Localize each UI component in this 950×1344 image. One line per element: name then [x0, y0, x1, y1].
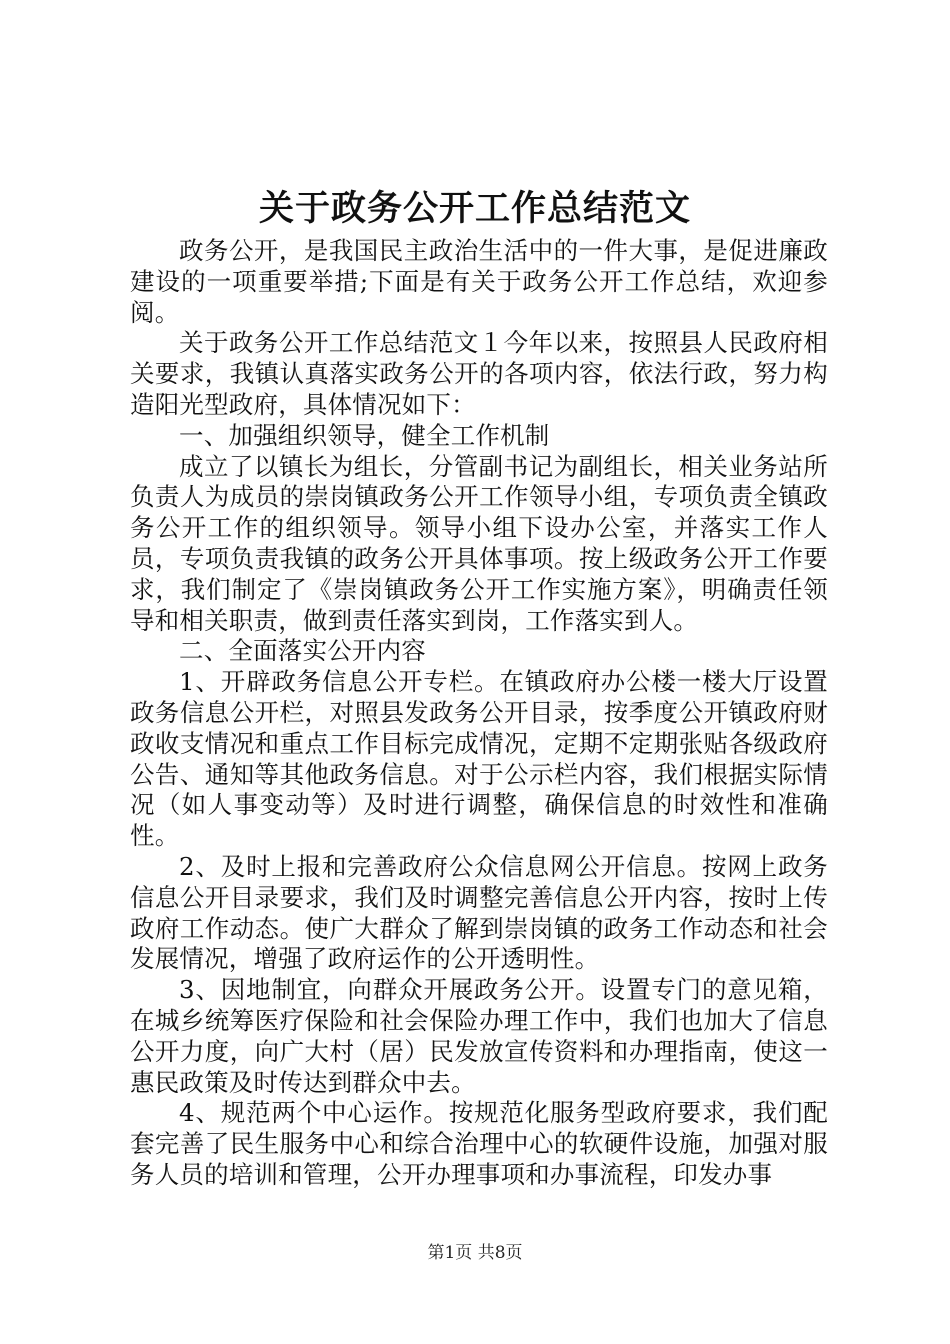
- paragraph-item-1: 1、开辟政务信息公开专栏。在镇政府办公楼一楼大厅设置政务信息公开栏，对照县发政务公开目录，按季度公开镇政府财政收支情况和重点工作目标完成情况，定期不定期张贴各级政府公告、通知等其他政务信息。对于公示栏内容，我们根据实际情况（如人事变动等）及时进行调整，确保信息的时效性和准确性。: [130, 667, 828, 851]
- paragraph-item-4: 4、规范两个中心运作。按规范化服务型政府要求，我们配套完善了民生服务中心和综合治理中心的软硬件设施，加强对服务人员的培训和管理，公开办理事项和办事流程，印发办事: [130, 1098, 828, 1189]
- document-title: 关于政务公开工作总结范文: [258, 188, 691, 229]
- page-footer: 第1页 共8页: [427, 1243, 523, 1263]
- paragraph-item-3: 3、因地制宜，向群众开展政务公开。设置专门的意见箱，在城乡统筹医疗保险和社会保险办理工作中，我们也加大了信息公开力度，向广大村（居）民发放宣传资料和办理指南，使这一惠民政策及时传达到群众中去。: [130, 975, 828, 1097]
- paragraph-intro: 政务公开，是我国民主政治生活中的一件大事，是促进廉政建设的一项重要举措;下面是有关于政务公开工作总结，欢迎参阅。: [130, 236, 828, 327]
- section-heading-2: 二、全面落实公开内容: [179, 636, 426, 666]
- paragraph-summary-1: 关于政务公开工作总结范文１今年以来，按照县人民政府相关要求，我镇认真落实政务公开的各项内容，依法行政，努力构造阳光型政府，具体情况如下：: [130, 328, 828, 419]
- document-body: [130, 236, 828, 1191]
- paragraph-item-2: 2、及时上报和完善政府公众信息网公开信息。按网上政务信息公开目录要求，我们及时调整完善信息公开内容，按时上传政府工作动态。使广大群众了解到崇岗镇的政务工作动态和社会发展情况，增强了政府运作的公开透明性。: [130, 851, 828, 974]
- paragraph-organization: 成立了以镇长为组长，分管副书记为副组长，相关业务站所负责人为成员的崇岗镇政务公开工作领导小组，专项负责全镇政务公开工作的组织领导。领导小组下设办公室，并落实工作人员，专项负责我镇的政务公开具体事项。按上级政务公开工作要求，我们制定了《崇岗镇政务公开工作实施方案》，明确责任领导和相关职责，做到责任落实到岗，工作落实到人。: [130, 451, 828, 635]
- section-heading-1: 一、加强组织领导，健全工作机制: [179, 420, 550, 450]
